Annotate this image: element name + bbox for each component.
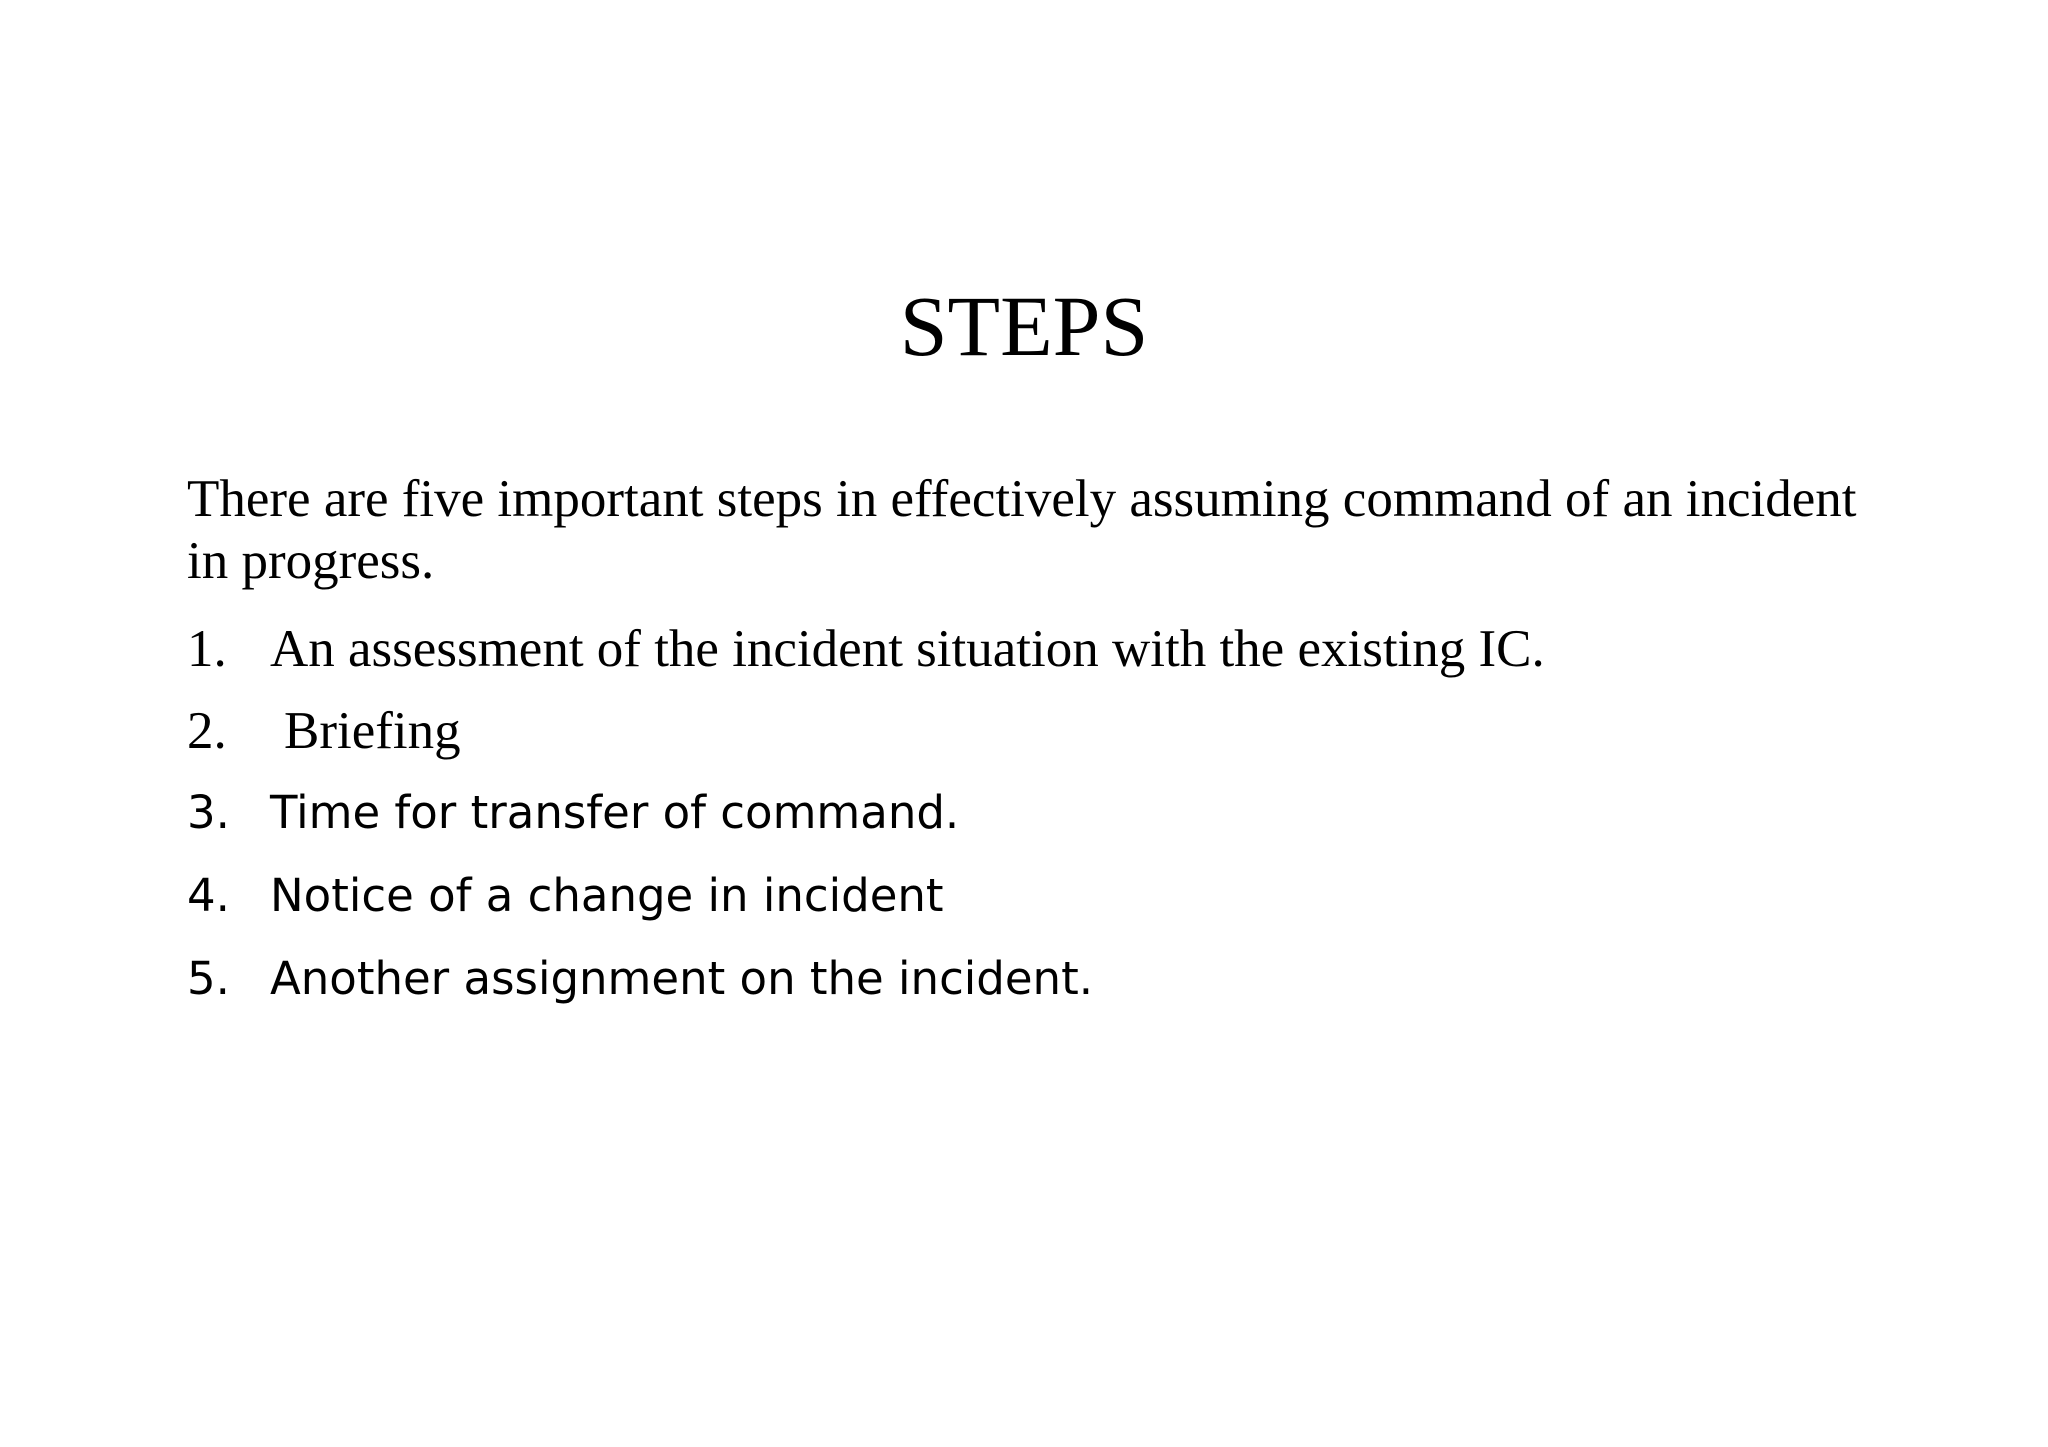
step-text: Briefing (284, 702, 461, 760)
step-text: Another assignment on the incident. (270, 952, 1094, 1005)
step-text: Time for transfer of command. (270, 786, 960, 839)
slide-title: STEPS (899, 278, 1149, 374)
intro-paragraph: There are five important steps in effectively assuming command of an incident in progress. (187, 470, 1857, 590)
step-number: 1. (187, 620, 227, 678)
step-text: An assessment of the incident situation with the existing IC. (270, 620, 1545, 678)
step-number: 5. (187, 952, 230, 1005)
step-text: Notice of a change in incident (270, 869, 944, 922)
step-item (187, 614, 1887, 684)
step-item (187, 778, 1887, 848)
step-item (187, 944, 1887, 1014)
step-number: 4. (187, 869, 230, 922)
step-number: 3. (187, 786, 230, 839)
step-item (187, 696, 1887, 766)
step-number: 2. (187, 702, 227, 760)
step-item (187, 861, 1887, 931)
